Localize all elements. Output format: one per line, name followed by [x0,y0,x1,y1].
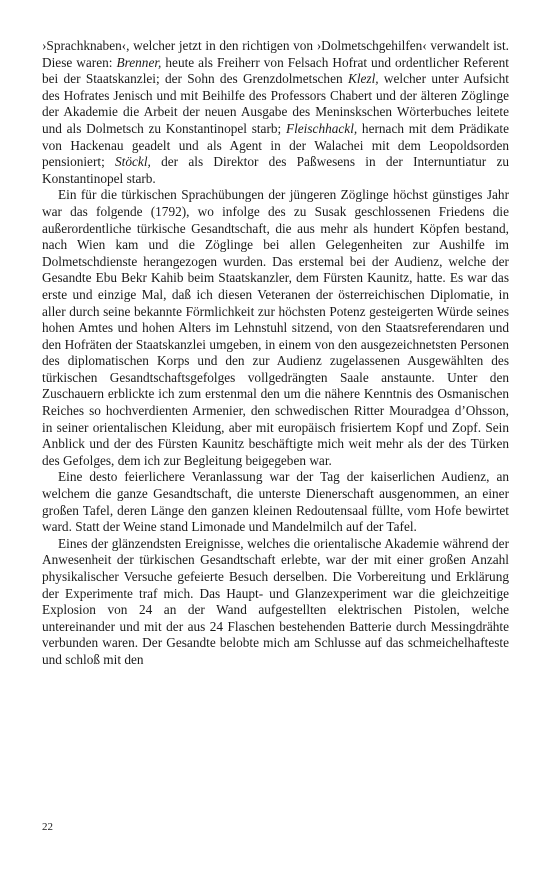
text-segment: ›Sprachknaben‹, welcher jetzt in den richtigen von ›Dolmetschgehilfen‹ verwandelt ist. Diese waren: [42,38,509,70]
book-page-body [42,38,509,669]
text-segment: Eines der glänzendsten Ereignisse, welches die orientalische Akademie während der Anwesenheit der türkischen Gesandtschaft erlebte, war der mit einer großen Anzahl physikalischer Versuche gefeierte Besuch derselben. Die Vorbereitung und Erklärung der Experimente traf mich. Das Haupt- und Glanzexperiment war die gleichzeitige Explosion von 24 an der Wand aufgestellten elektrischen Pistolen, welche untereinander und mit der aus 24 Flaschen bestehenden Batterie durch Messingdrähte verbunden waren. Der Gesandte belobte mich am Schlusse auf das schmeichelhafteste und schloß mit den [42,535,509,667]
page-number: 22 [42,821,53,833]
name-stoeckl: Stöckl, [115,154,151,170]
paragraph [42,469,509,535]
text-segment: Eine desto feierlichere Veranlassung war der Tag der kaiserlichen Audienz, an welchem die ganze Gesandtschaft, die unterste Dienerschaft ausgenommen, an einer großen Tafel, deren Länge den ganzen kleinen Redoutensaal füllte, vom Hofe bewirtet ward. Statt der Weine stand Limonade und Mandelmilch auf der Tafel. [42,469,509,535]
name-brenner: Brenner, [116,54,162,70]
paragraph [42,536,509,669]
paragraph [42,38,509,187]
text-segment: heute als Freiherr von Felsach Hofrat und ordentlicher Referent bei der Staatskanzlei; der Sohn des Grenzdolmetschen [42,54,509,87]
text-segment: welcher unter Aufsicht des Hofrates Jenisch und mit Beihilfe des Professors Chabert und der älteren Zöglinge der Akademie die Arbeit der neuen Ausgabe des Meninskschen Wörterbuches leitete und als Dolmetsch zu Konstantinopel starb; [42,71,509,136]
text-segment: Ein für die türkischen Sprachübungen der jüngeren Zöglinge höchst günstiges Jahr war das folgende (1792), wo infolge des zu Susak geschlossenen Friedens die außerordentliche türkische Gesandtschaft, die aus mehr als hundert Köpfen bestand, nach Wien kam und die Zöglinge bei allen Gelegenheiten zur Aushilfe im Dolmetschdienste herangezogen wurden. Das erstemal bei der Audienz, welche der Gesandte Ebu Bekr Kahib beim Staatskanzler, dem Fürsten Kaunitz, hatte. Es war das erste und einzige Mal, daß ich diesen Veteranen der österreichischen Diplomatie, in aller durch seine bekannte Förmlichkeit zur höchsten Potenz gesteigerten Würde seines hohen Amtes und hohen Alters im Lehnstuhl sitzend, von den Staatsreferendaren und den Hofräten der Staatskanzlei umgeben, in einem von den ausgezeichnetsten Personen des diplomatischen Korps und den zur Audienz zugelassenen Ausgewählten des türkischen Gesandtschaftsgefolges vollgedrängten Saale anstaunte. Unter den Zuschauern erblickte ich zum erstenmal den um die nähere Kenntnis des Osmanischen Reiches so hochverdienten Armenier, den schwedischen Ritter Mouradgea d’Ohsson, in seiner orientalischen Kleidung, aber mit europäisch frisiertem Kopf und Zopf. Sein Anblick und der des Fürsten Kaunitz beschäftigte mich weit mehr als der des Türken des Gefolges, dem ich zur Begleitung beigegeben war. [42,187,509,468]
text-segment: hernach mit dem Prädikate von Hackenau geadelt und als Agent in der Walachei mit dem Leopoldsorden pensioniert; [42,120,509,170]
paragraph [42,187,509,469]
name-klezl: Klezl, [347,71,379,87]
text-segment: der als Direktor des Paßwesens in der Internuntiatur zu Konstantinopel starb. [42,154,509,186]
name-fleischhackl: Fleischhackl, [285,120,358,136]
